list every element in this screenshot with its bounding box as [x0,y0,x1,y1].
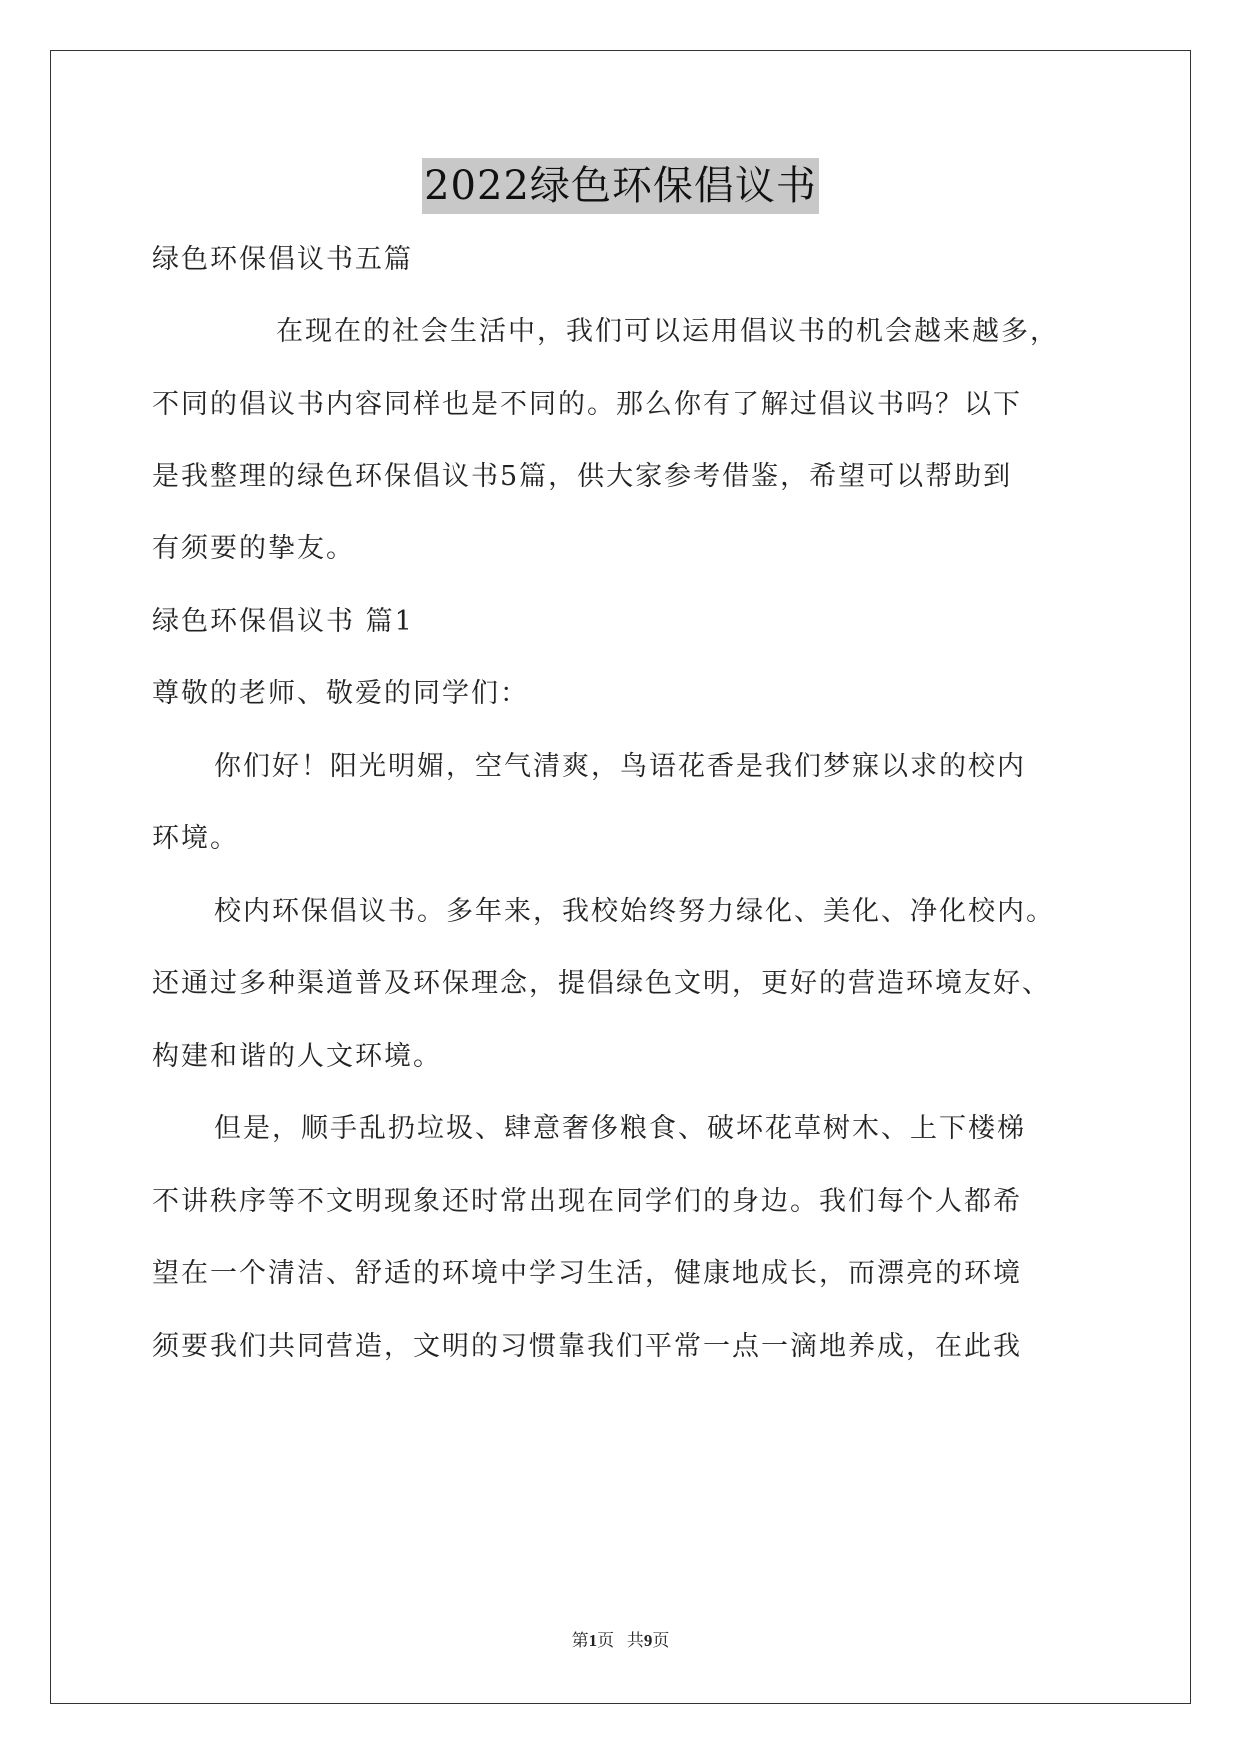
total-pages: 9 [643,1631,653,1650]
paragraph-line: 望在一个清洁、舒适的环境中学习生活，健康地成长，而漂亮的环境 [152,1258,1022,1289]
document-title: 2022绿色环保倡议书 [422,158,819,214]
paragraph-line: 你们好！阳光明媚，空气清爽，鸟语花香是我们梦寐以求的校内 [214,751,1026,782]
paragraph-line: 但是，顺手乱扔垃圾、肆意奢侈粮食、破坏花草树木、上下楼梯 [214,1113,1026,1144]
total-suffix: 页 [652,1631,670,1650]
paragraph-line: 还通过多种渠道普及环保理念，提倡绿色文明，更好的营造环境友好、 [152,968,1051,999]
page-number: 1 [588,1631,598,1650]
paragraph-line: 不同的倡议书内容同样也是不同的。那么你有了解过倡议书吗？以下 [152,389,1022,420]
paragraph-line: 有须要的挚友。 [152,533,355,564]
paragraph-line: 须要我们共同营造，文明的习惯靠我们平常一点一滴地养成，在此我 [152,1331,1022,1362]
paragraph-line: 校内环保倡议书。多年来，我校始终努力绿化、美化、净化校内。 [214,896,1055,927]
subtitle-line: 绿色环保倡议书五篇 [152,244,413,275]
paragraph-line: 不讲秩序等不文明现象还时常出现在同学们的身边。我们每个人都希 [152,1186,1022,1217]
salutation-line: 尊敬的老师、敬爱的同学们： [152,678,529,709]
paragraph-line: 在现在的社会生活中，我们可以运用倡议书的机会越来越多， [276,316,1059,347]
page-suffix: 页 [597,1631,615,1650]
total-prefix: 共 [626,1631,644,1650]
page-footer [0,1626,1241,1651]
page-prefix: 第 [571,1631,589,1650]
page-border [50,50,1191,1704]
paragraph-line: 环境。 [152,823,239,854]
title-wrap [0,158,1241,214]
section-heading: 绿色环保倡议书 篇1 [152,606,414,637]
paragraph-line: 是我整理的绿色环保倡议书5篇，供大家参考借鉴，希望可以帮助到 [152,461,1013,492]
paragraph-line: 构建和谐的人文环境。 [152,1041,442,1072]
